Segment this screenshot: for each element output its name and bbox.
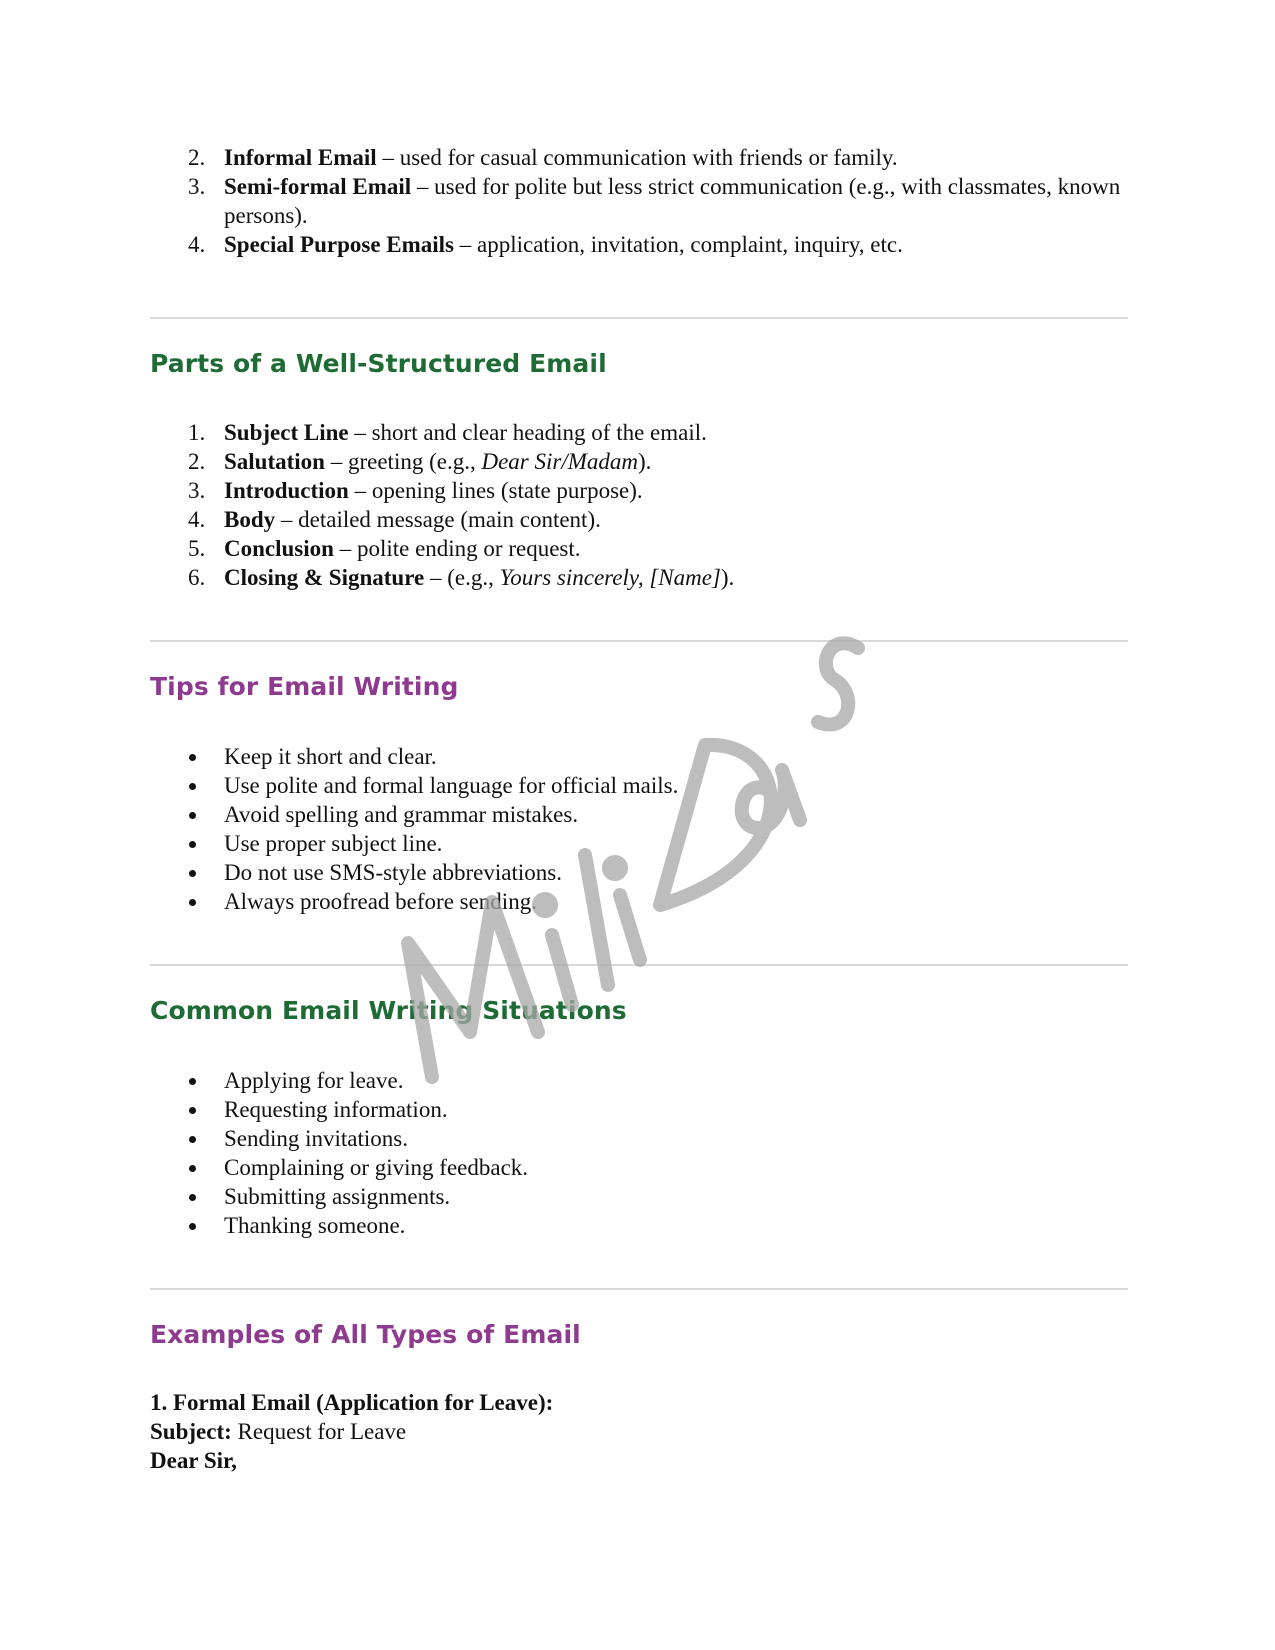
list-text: ). xyxy=(638,449,652,474)
list-text: Requesting information. xyxy=(224,1097,448,1122)
list-term: Subject Line xyxy=(224,420,349,445)
list-text: Use proper subject line. xyxy=(224,831,443,856)
list-text: Do not use SMS-style abbreviations. xyxy=(224,860,562,885)
list-term: Special Purpose Emails xyxy=(224,232,455,257)
list-term: Informal Email xyxy=(224,145,377,170)
bullet-icon xyxy=(189,754,196,761)
list-text: Avoid spelling and grammar mistakes. xyxy=(224,802,579,827)
list-term: Introduction xyxy=(224,478,349,503)
list-item xyxy=(150,1211,1140,1240)
list-item xyxy=(150,534,1140,563)
list-term: Semi-formal Email xyxy=(224,174,412,199)
list-text: Complaining or giving feedback. xyxy=(224,1155,529,1180)
email-types-list xyxy=(150,143,1140,259)
bullet-icon xyxy=(189,1136,196,1143)
bullet-icon xyxy=(189,870,196,877)
list-text: Always proofread before sending. xyxy=(224,889,537,914)
list-text: – greeting (e.g., xyxy=(324,449,482,474)
list-item xyxy=(150,1124,1140,1153)
tips-list xyxy=(150,742,1140,916)
list-number: 2. xyxy=(188,449,206,474)
list-item xyxy=(150,143,1140,172)
list-example: Dear Sir/Madam xyxy=(481,449,638,474)
bullet-icon xyxy=(189,1223,196,1230)
list-text: Use polite and formal language for official mails. xyxy=(224,773,679,798)
situations-list xyxy=(150,1066,1140,1240)
section-divider xyxy=(150,1288,1128,1290)
list-item xyxy=(150,1066,1140,1095)
list-number: 4. xyxy=(188,232,206,257)
section-divider xyxy=(150,640,1128,642)
section-heading-situations: Common Email Writing Situations xyxy=(150,996,627,1025)
list-item xyxy=(150,418,1140,447)
list-number: 1. xyxy=(188,420,206,445)
list-text: – opening lines (state purpose). xyxy=(348,478,643,503)
list-term: Body xyxy=(224,507,276,532)
list-number: 4. xyxy=(188,507,206,532)
bullet-icon xyxy=(189,1078,196,1085)
list-item xyxy=(150,771,1140,800)
list-item xyxy=(150,742,1140,771)
list-item xyxy=(150,800,1140,829)
example-title-text: 1. Formal Email (Application for Leave): xyxy=(150,1390,554,1415)
list-item xyxy=(150,505,1140,534)
list-term: Conclusion xyxy=(224,536,334,561)
list-text: – (e.g., xyxy=(424,565,500,590)
example-salutation xyxy=(150,1446,237,1475)
subject-label: Subject: xyxy=(150,1419,232,1444)
bullet-icon xyxy=(189,899,196,906)
bullet-icon xyxy=(189,1107,196,1114)
list-number: 2. xyxy=(188,145,206,170)
section-heading-examples: Examples of All Types of Email xyxy=(150,1320,581,1349)
list-number: 3. xyxy=(188,478,206,503)
list-number: 5. xyxy=(188,536,206,561)
list-item xyxy=(150,476,1140,505)
salutation-text: Dear Sir, xyxy=(150,1448,237,1473)
list-item xyxy=(150,447,1140,476)
bullet-icon xyxy=(189,841,196,848)
section-divider xyxy=(150,317,1128,319)
list-text: Keep it short and clear. xyxy=(224,744,437,769)
bullet-icon xyxy=(189,783,196,790)
list-text: – short and clear heading of the email. xyxy=(348,420,707,445)
bullet-icon xyxy=(189,1194,196,1201)
list-term: Closing & Signature xyxy=(224,565,425,590)
list-text: Submitting assignments. xyxy=(224,1184,451,1209)
parts-list xyxy=(150,418,1140,592)
list-number: 6. xyxy=(188,565,206,590)
section-heading-tips: Tips for Email Writing xyxy=(150,672,459,701)
bullet-icon xyxy=(189,1165,196,1172)
list-text: – polite ending or request. xyxy=(333,536,581,561)
list-text: – used for casual communication with friends or family. xyxy=(376,145,898,170)
list-item xyxy=(150,172,1140,230)
list-text: – used for polite but less strict communication (e.g., with classmates, known persons). xyxy=(224,174,1121,228)
list-text: – detailed message (main content). xyxy=(275,507,601,532)
list-item xyxy=(150,1095,1140,1124)
list-item xyxy=(150,887,1140,916)
list-text: – application, invitation, complaint, inquiry, etc. xyxy=(454,232,903,257)
bullet-icon xyxy=(189,812,196,819)
example-subject xyxy=(150,1417,406,1446)
list-item xyxy=(150,1182,1140,1211)
section-divider xyxy=(150,964,1128,966)
list-term: Salutation xyxy=(224,449,325,474)
list-example: Yours sincerely, [Name] xyxy=(499,565,721,590)
list-text: Sending invitations. xyxy=(224,1126,408,1151)
list-item xyxy=(150,858,1140,887)
list-text: Thanking someone. xyxy=(224,1213,406,1238)
section-heading-parts: Parts of a Well-Structured Email xyxy=(150,349,607,378)
list-item xyxy=(150,563,1140,592)
list-item xyxy=(150,1153,1140,1182)
subject-value: Request for Leave xyxy=(231,1419,407,1444)
list-text: Applying for leave. xyxy=(224,1068,404,1093)
list-text: ). xyxy=(720,565,735,590)
list-item xyxy=(150,230,1140,259)
list-number: 3. xyxy=(188,174,206,199)
example-title xyxy=(150,1388,553,1417)
list-item xyxy=(150,829,1140,858)
